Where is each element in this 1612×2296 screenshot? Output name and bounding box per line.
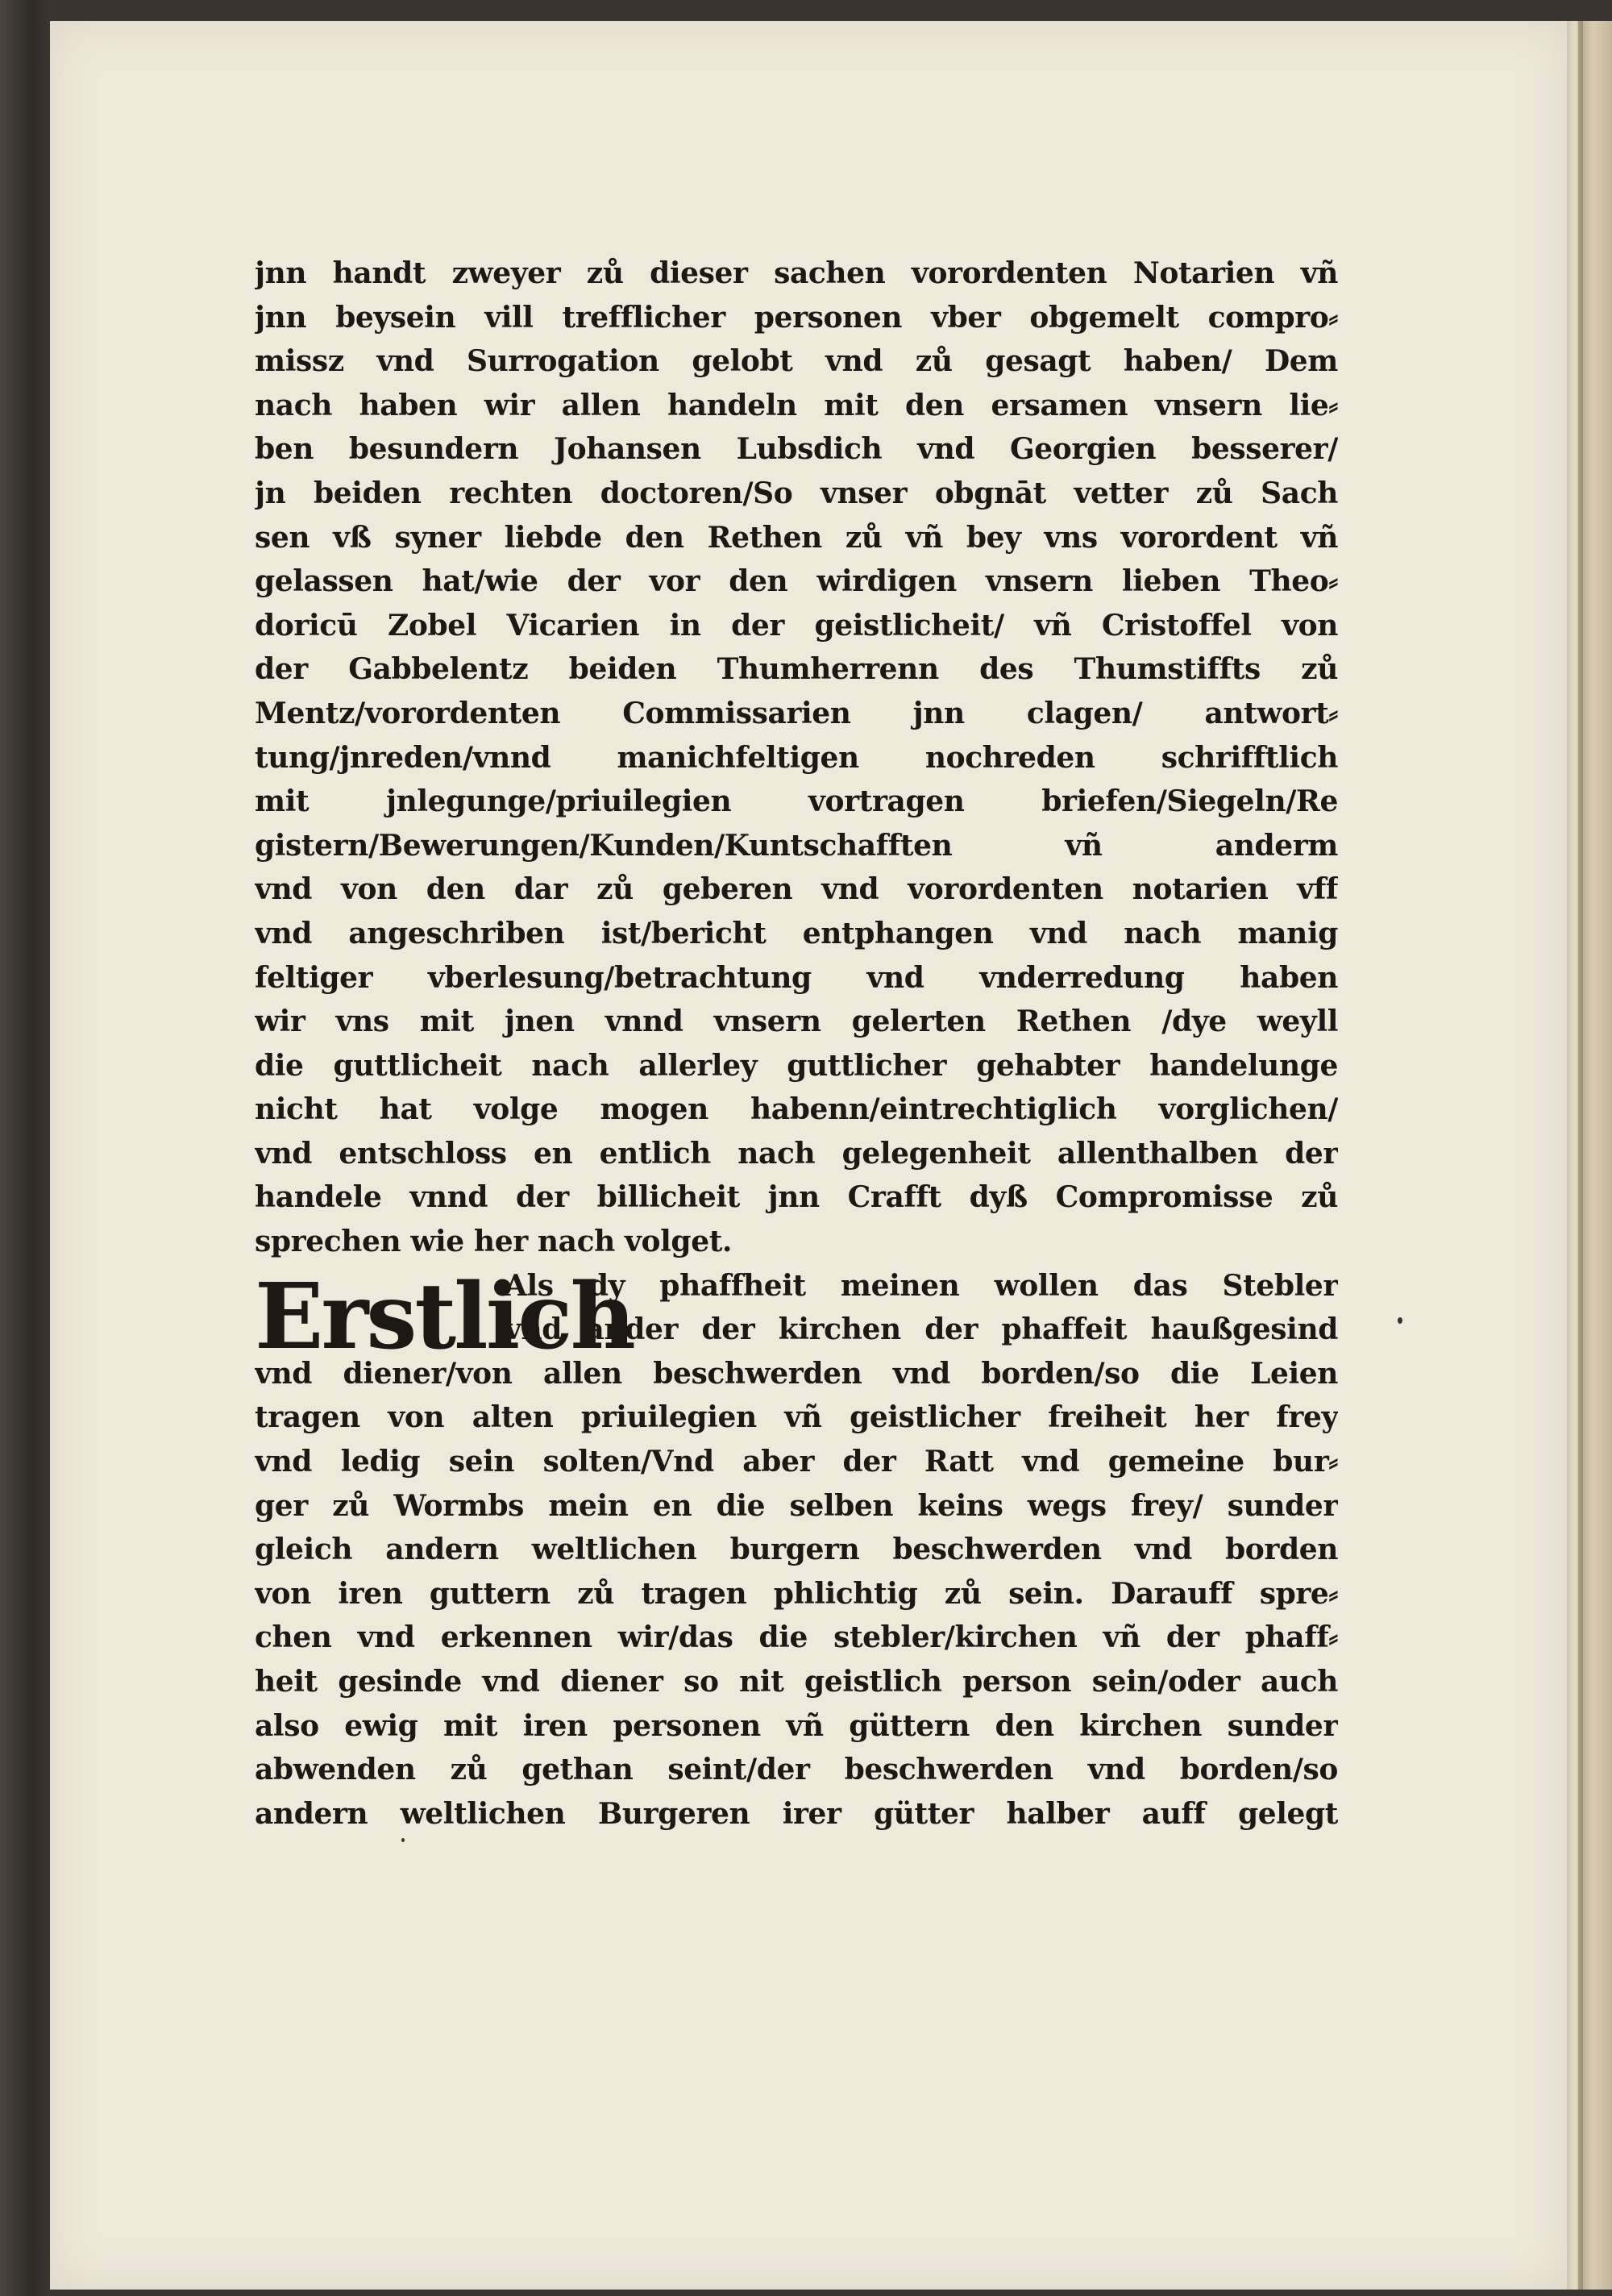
body-text xyxy=(255,252,1338,1836)
text-line: jn beiden rechten doctoren/So vnser obgnāt vetter zů Sach xyxy=(255,476,1338,510)
text-line: mit jnlegunge/priuilegien vortragen briefen/Siegeln/Re xyxy=(255,784,1338,819)
text-line: wir vns mit jnen vnnd vnsern gelerten Rethen /dye weyll xyxy=(255,1004,1338,1039)
text-line: chen vnd erkennen wir/das die stebler/kirchen vñ der phaff⸗ xyxy=(255,1620,1338,1655)
text-line: doricū Zobel Vicarien in der geistlicheit/ vñ Cristoffel von xyxy=(255,608,1338,643)
text-line: heit gesinde vnd diener so nit geistlich person sein/oder auch xyxy=(255,1665,1338,1699)
text-line: vnd diener/von allen beschwerden vnd borden/so die Leien xyxy=(255,1356,1338,1391)
text-line: vnd ledig sein solten/Vnd aber der Ratt vnd gemeine bur⸗ xyxy=(255,1445,1338,1479)
ink-speck xyxy=(401,1838,405,1842)
text-line: jnn handt zweyer zů dieser sachen vorordenten Notarien vñ xyxy=(255,256,1338,290)
text-line: andern weltlichen Burgeren irer gütter halber auff gelegt xyxy=(255,1796,1338,1831)
text-line: gleich andern weltlichen burgern beschwerden vnd borden xyxy=(255,1533,1338,1567)
page-stack-edge xyxy=(1567,21,1612,2290)
text-line: der Gabbelentz beiden Thumherrenn des Thumstiffts zů xyxy=(255,652,1338,687)
text-line: nach haben wir allen handeln mit den ersamen vnsern lie⸗ xyxy=(255,388,1338,422)
text-line: also ewig mit iren personen vñ güttern den kirchen sunder xyxy=(255,1708,1338,1743)
text-line: missz vnd Surrogation gelobt vnd zů gesagt haben/ Dem xyxy=(255,344,1338,379)
text-line: vnd entschloss en entlich nach gelegenheit allenthalben der xyxy=(255,1136,1338,1171)
text-line: von iren guttern zů tragen phlichtig zů sein. Darauff spre⸗ xyxy=(255,1576,1338,1611)
text-line: handele vnnd der billicheit jnn Crafft dyß Compromisse zů xyxy=(255,1180,1338,1215)
text-line: vnd angeschriben ist/bericht entphangen vnd nach manig xyxy=(255,916,1338,950)
text-line: abwenden zů gethan seint/der beschwerden vnd borden/so xyxy=(255,1753,1338,1787)
decorated-initial-word: Erstlich xyxy=(255,1264,634,1370)
text-line: die guttlicheit nach allerley guttlicher gehabter handelunge xyxy=(255,1048,1338,1083)
text-line: ben besundern Johansen Lubsdich vnd Georgien besserer/ xyxy=(255,432,1338,467)
text-line-last: sprechen wie her nach volget. xyxy=(255,1225,733,1259)
text-line: feltiger vberlesung/betrachtung vnd vnderredung haben xyxy=(255,960,1338,995)
text-line: sen vß syner liebde den Rethen zů vñ bey vns vorordent vñ xyxy=(255,520,1338,555)
text-line: vnd von den dar zů geberen vnd vorordenten notarien vff xyxy=(255,872,1338,907)
text-line: gelassen hat/wie der vor den wirdigen vnsern lieben Theo⸗ xyxy=(255,564,1338,599)
text-line: Mentz/vorordenten Commissarien jnn clagen/ antwort⸗ xyxy=(255,696,1338,730)
text-line: gistern/Bewerungen/Kunden/Kuntschafften vñ anderm xyxy=(255,828,1338,863)
text-line: ger zů Wormbs mein en die selben keins wegs frey/ sunder xyxy=(255,1488,1338,1523)
ink-speck xyxy=(1398,1317,1402,1324)
text-line-beside-initial: vnd ander der kirchen der phaffeit haußgesind xyxy=(505,1312,1338,1347)
text-line: nicht hat volge mogen habenn/eintrechtiglich vorglichen/ xyxy=(255,1092,1338,1127)
text-line: tragen von alten priuilegien vñ geistlicher freiheit her frey xyxy=(255,1400,1338,1435)
text-line: jnn beysein vill trefflicher personen vber obgemelt compro⸗ xyxy=(255,300,1338,335)
text-line-beside-initial: Als dy phaffheit meinen wollen das Stebler xyxy=(505,1268,1338,1303)
page-edge-shadow xyxy=(1578,21,1583,2290)
text-line: tung/jnreden/vnnd manichfeltigen nochreden schrifftlich xyxy=(255,740,1338,775)
